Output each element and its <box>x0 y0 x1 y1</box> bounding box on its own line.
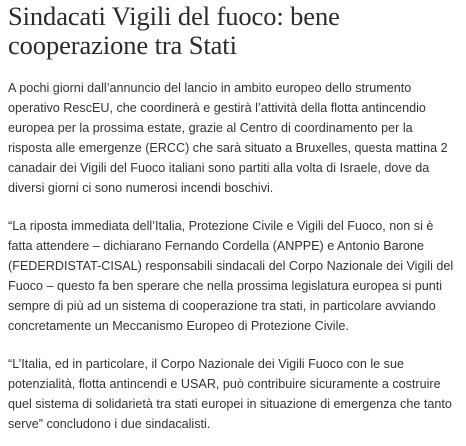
article-paragraph-2: “La riposta immediata dell’Italia, Protezione Civile e Vigili del Fuoco, non si è fatta attendere – dichiarano Fernando Cordella (ANPPE) e Antonio Barone (FEDERDISTAT-CISAL) responsabili sindacali del Corpo Nazionale dei Vigili del Fuoco – questo fa ben sperare che nella prossima legislatura europea si punti sempre di più ad un sistema di cooperazione tra stati, in particolare avviando concretamente un Meccanismo Europeo di Protezione Civile. <box>8 219 454 333</box>
article-title: Sindacati Vigili del fuoco: bene cooperazione tra Stati <box>8 1 340 60</box>
article-paragraph-1: A pochi giorni dall’annuncio del lancio in ambito europeo dello strumento operativo RescEU, che coordinerà e gestirà l’attività della flotta antincendio europea per la prossima estate, grazie al Centro di coordinamento per la risposta alle emergenze (ERCC) che sarà situato a Bruxelles, questa mattina 2 canadair dei Vigili del Fuoco italiani sono partiti alla volta di Israele, dove da diversi giorni ci sono numerosi incendi boschivi. <box>8 81 448 195</box>
article-paragraph-3: “L’Italia, ed in particolare, il Corpo Nazionale dei Vigili Fuoco con le sue potenzialità, flotta antincendi e USAR, può contribuire sicuramente a costruire quel sistema di solidarietà tra stati europei in situazione di emergenza che tanto serve” concludono i due sindacalisti. <box>8 357 452 431</box>
